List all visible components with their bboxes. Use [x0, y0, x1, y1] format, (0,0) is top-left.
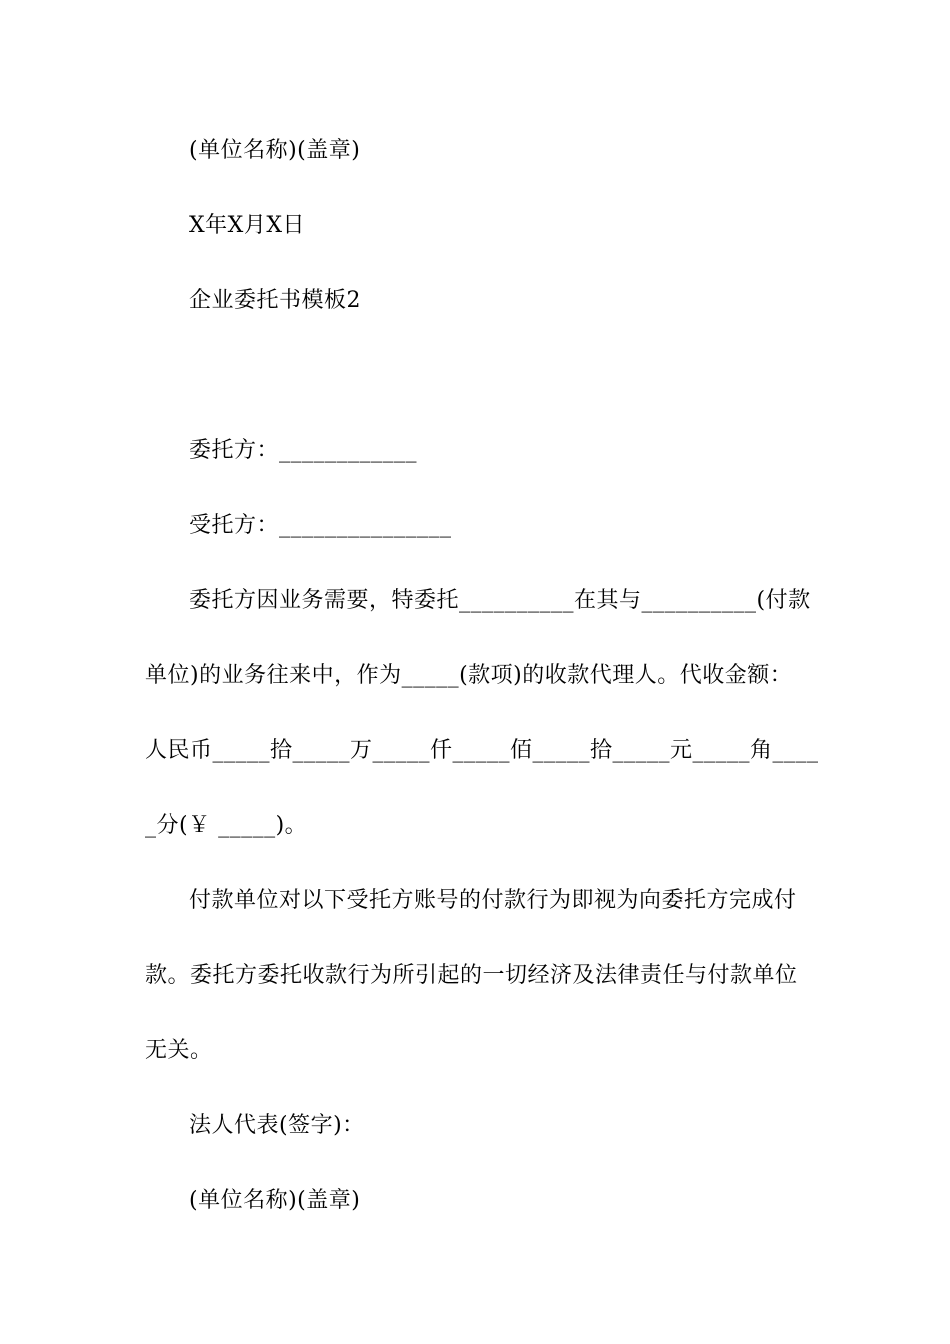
- legal-representative-line: 法人代表(签字)：: [189, 1113, 365, 1138]
- body-paragraph-1-line-2: 单位)的业务往来中，作为_____(款项)的收款代理人。代收金额：: [145, 663, 793, 688]
- principal-line: 委托方：____________: [189, 438, 418, 463]
- body-paragraph-2-line-1: 付款单位对以下受托方账号的付款行为即视为向委托方完成付: [189, 888, 797, 913]
- agent-line: 受托方：_______________: [189, 513, 452, 538]
- body-paragraph-2-line-3: 无关。: [145, 1038, 213, 1063]
- body-paragraph-1-line-3: 人民币_____拾_____万_____仟_____佰_____拾_____元_____角____: [145, 738, 819, 763]
- body-paragraph-2-line-2: 款。委托方委托收款行为所引起的一切经济及法律责任与付款单位: [145, 963, 798, 988]
- body-paragraph-1-line-4: _分(￥ _____)。: [145, 813, 308, 838]
- date-line: X年X月X日: [189, 213, 305, 238]
- body-paragraph-1-line-1: 委托方因业务需要，特委托__________在其与__________(付款: [189, 588, 811, 613]
- template-title: 企业委托书模板2: [189, 288, 361, 313]
- unit-name-seal-line: (单位名称)(盖章): [189, 138, 361, 163]
- unit-name-seal-line-2: (单位名称)(盖章): [189, 1188, 361, 1213]
